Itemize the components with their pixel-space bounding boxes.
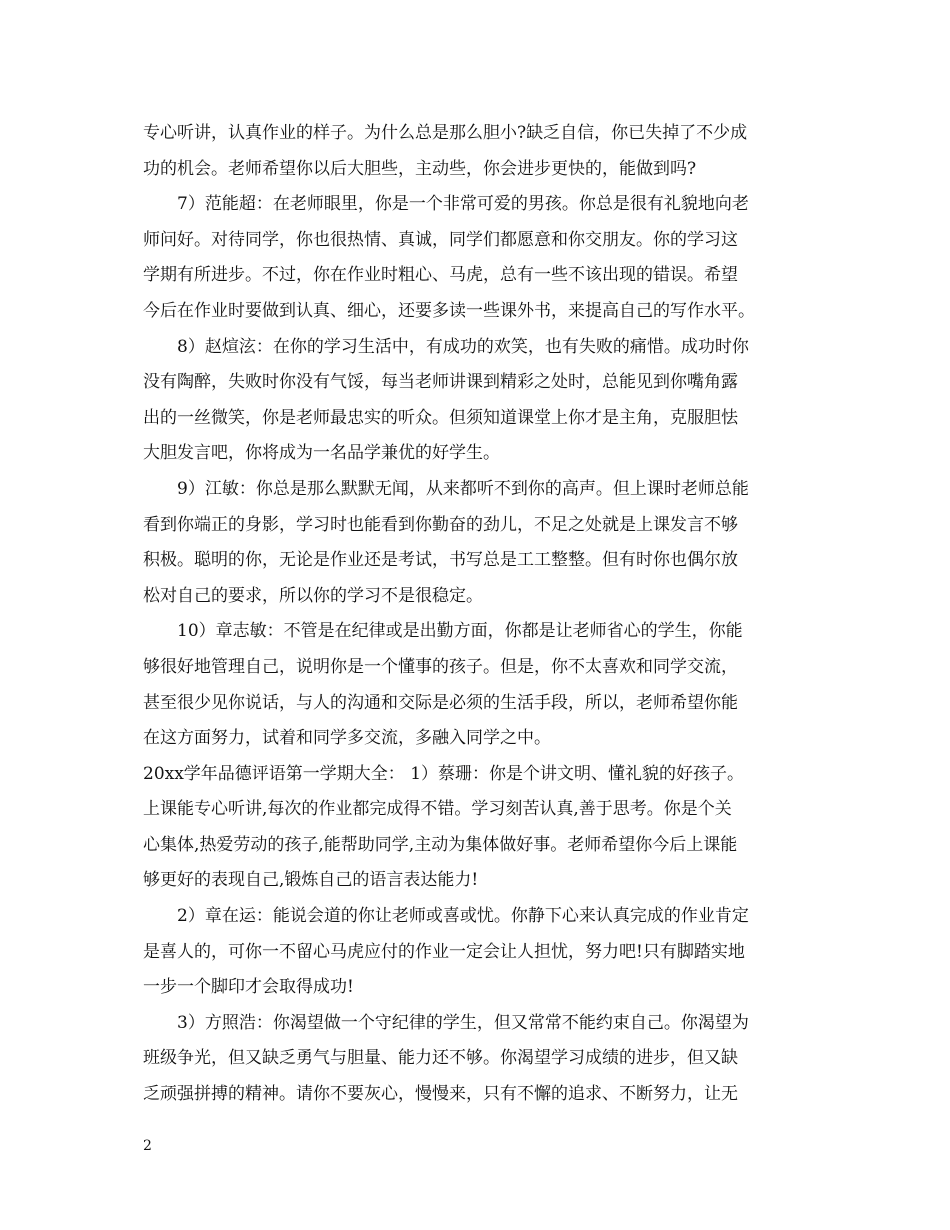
text-line: 是喜人的，可你一不留心马虎应付的作业一定会让人担忧，努力吧!只有脚踏实地 [143, 941, 745, 962]
text-line: 够更好的表现自己,锻炼自己的语言表达能力! [143, 870, 479, 891]
page-number: 2 [143, 1138, 152, 1154]
text-line: 心集体,热爱劳动的孩子,能帮助同学,主动为集体做好事。老师希望你今后上课能 [143, 834, 738, 855]
text-line: 看到你端正的身影，学习时也能看到你勤奋的劲儿，不足之处就是上课发言不够 [143, 514, 738, 535]
text-line: 7）范能超：在老师眼里，你是一个非常可爱的男孩。你总是很有礼貌地向老 [177, 194, 749, 215]
text-line: 上课能专心听讲,每次的作业都完成得不错。学习刻苦认真,善于思考。你是个关 [143, 799, 732, 820]
text-line: 8）赵煊泫：在你的学习生活中，有成功的欢笑，也有失败的痛惜。成功时你 [177, 336, 749, 357]
text-line: 2）章在运：能说会道的你让老师或喜或忧。你静下心来认真完成的作业肯定 [177, 906, 749, 927]
text-line: 没有陶醉，失败时你没有气馁，每当老师讲课到精彩之处时，总能见到你嘴角露 [143, 372, 738, 393]
text-line: 积极。聪明的你，无论是作业还是考试，书写总是工工整整。但有时你也偶尔放 [143, 550, 738, 571]
text-line: 学期有所进步。不过，你在作业时粗心、马虎，总有一些不该出现的错误。希望 [143, 265, 738, 286]
text-line: 今后在作业时要做到认真、细心，还要多读一些课外书，来提高自己的写作水平。 [143, 300, 755, 321]
text-line: 在这方面努力，试着和同学多交流，多融入同学之中。 [143, 728, 551, 749]
text-line: 大胆发言吧，你将成为一名品学兼优的好学生。 [143, 443, 500, 464]
text-line: 3）方照浩：你渴望做一个守纪律的学生，但又常常不能约束自己。你渴望为 [177, 1012, 749, 1033]
text-line: 松对自己的要求，所以你的学习不是很稳定。 [143, 585, 483, 606]
text-line: 功的机会。老师希望你以后大胆些，主动些，你会进步更快的，能做到吗? [143, 158, 697, 179]
text-line: 够很好地管理自己，说明你是一个懂事的孩子。但是，你不太喜欢和同学交流， [143, 656, 738, 677]
document-body [143, 116, 813, 1113]
text-line: 师问好。对待同学，你也很热情、真诚，同学们都愿意和你交朋友。你的学习这 [143, 229, 738, 250]
text-line: 9）江敏：你总是那么默默无闻，从来都听不到你的高声。但上课时老师总能 [177, 478, 749, 499]
text-line: 班级争光，但又缺乏勇气与胆量、能力还不够。你渴望学习成绩的进步，但又缺 [143, 1048, 738, 1069]
text-line: 10）章志敏：不管是在纪律或是出勤方面，你都是让老师省心的学生，你能 [177, 621, 743, 642]
text-line: 甚至很少见你说话，与人的沟通和交际是必须的生活手段，所以，老师希望你能 [143, 692, 738, 713]
text-line: 一步一个脚印才会取得成功! [143, 977, 354, 998]
text-line: 出的一丝微笑，你是老师最忠实的听众。但须知道课堂上你才是主角，克服胆怯 [143, 407, 738, 428]
text-line: 专心听讲，认真作业的样子。为什么总是那么胆小?缺乏自信，你已失掉了不少成 [143, 123, 748, 143]
text-line: 20xx学年品德评语第一学期大全： 1）蔡珊：你是个讲文明、懂礼貌的好孩子。 [143, 763, 745, 784]
text-line: 乏顽强拼搏的精神。请你不要灰心，慢慢来，只有不懈的追求、不断努力，让无 [143, 1084, 738, 1105]
